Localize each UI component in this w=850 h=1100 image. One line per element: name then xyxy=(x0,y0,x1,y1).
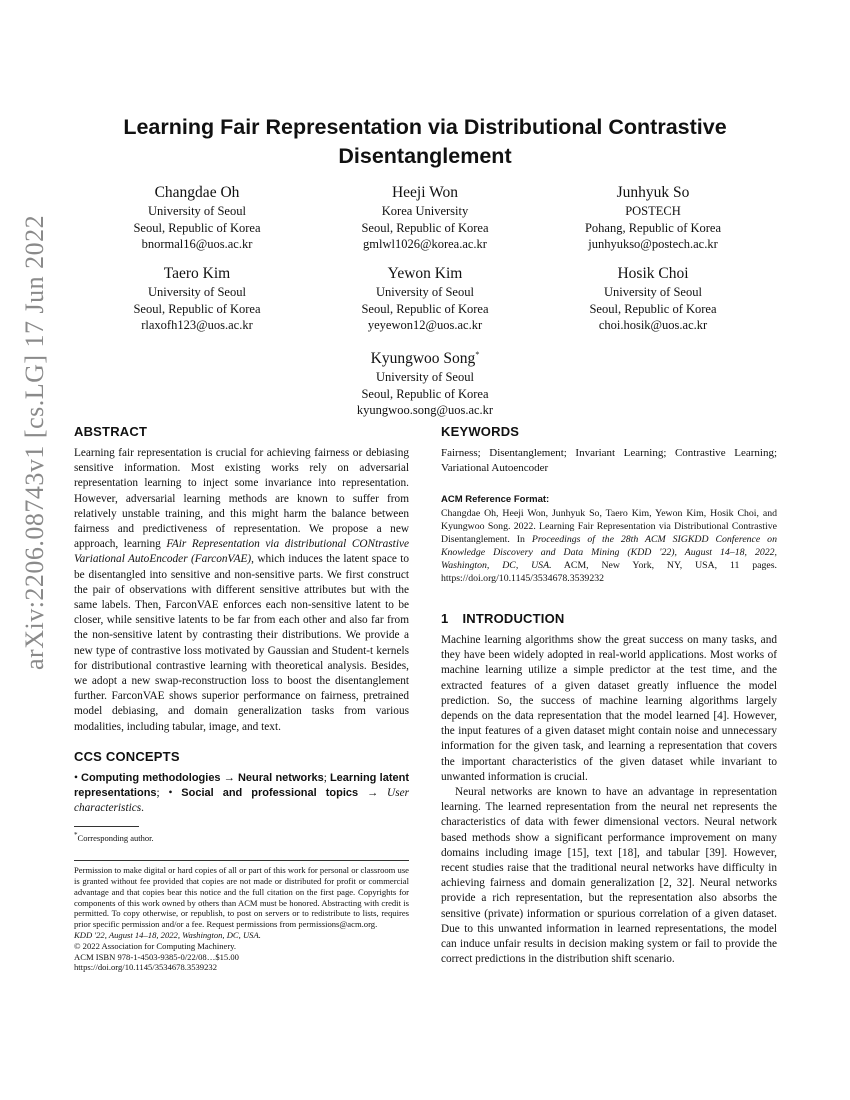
author-affiliation: POSTECH xyxy=(625,204,681,218)
author-name: Heeji Won xyxy=(391,184,459,201)
corresponding-mark: * xyxy=(475,350,480,359)
copyright-line: © 2022 Association for Computing Machinery. xyxy=(74,940,237,951)
acm-ref-text: Changdae Oh, Heeji Won, Junhyuk So, Taero Kim, Yewon Kim, Hosik Choi, and Kyungwoo Song. 2022. Learning Fair Representation via Distributional Contrastive Disentanglement. In Proceedings of the 28th ACM SIGKDD Conference on Knowledge Discovery and Data Mining (KDD '22), August 14–18, 2022, Washington, DC, USA. ACM, New York, NY, USA, 11 pages. https://doi.org/10.1145/3534678.3539232 xyxy=(441,508,777,584)
author-name: Changdae Oh xyxy=(154,184,240,201)
author-email[interactable]: bnormal16@uos.ac.kr xyxy=(141,237,253,251)
keywords-heading: KEYWORDS xyxy=(441,424,520,439)
ccs-heading: CCS CONCEPTS xyxy=(74,748,180,764)
keywords-text: Fairness; Disentanglement; Invariant Learning; Contrastive Learning; Variational Autoencoder xyxy=(441,447,777,474)
author-block xyxy=(310,264,540,334)
intro-paragraph: Machine learning algorithms show the great success on many tasks, and they have been widely adopted in real-world applications. Most works of machine learning utilize a simple predictor at the test time, and the extracted features of a given dataset greatly influence the model prediction. So, the success of machine learning algorithms largely depends on the data representation that the model learned [4]. However, the input features of a given dataset might contain noise and unnecessary information for the given task, and learning a representation that covers the important characteristics of the given dataset while invariant to unwanted information is crucial. xyxy=(441,634,777,783)
author-affiliation: University of Seoul xyxy=(604,285,702,299)
author-email[interactable]: choi.hosik@uos.ac.kr xyxy=(598,318,708,332)
author-name: Junhyuk So xyxy=(616,184,690,201)
isbn-line: ACM ISBN 978-1-4503-9385-0/22/08…$15.00 xyxy=(74,951,239,962)
author-location: Seoul, Republic of Korea xyxy=(589,301,717,316)
arxiv-id: arXiv:2206.08743v1 [cs.LG] 17 Jun 2022 xyxy=(20,214,49,670)
author-name: Taero Kim xyxy=(163,265,231,282)
author-email[interactable]: junhyukso@postech.ac.kr xyxy=(588,237,718,251)
abstract-text: Learning fair representation is crucial for achieving fairness or debiasing sensitive information. Most existing works rely on adversarial representation learning to inject some invariance into representation. However, adversarial learning methods are known to suffer from relatively unstable training, and this might harm the balance between fairness and predictiveness of representation. We propose a new approach, learning FAir Representation via distributional CONtrastive Variational AutoEncoder (FarconVAE), which induces the latent space to be disentangled into sensitive and non-sensitive parts. We first construct the pair of observations with different sensitive attributes but with the same labels. Then, FarconVAE enforces each non-sensitive latent to be closer, while sensitive latents to be far from each other and also far from the non-sensitive latent by contrasting their distributions. We provide a new type of contrastive loss motivated by Gaussian and Student-t kernels for distributional contrastive learning with theoretical analysis. Besides, we adopt a new swap-reconstruction loss to boost the disentanglement further. FarconVAE shows superior performance on fairness, pretrained model debiasing, and domain generalization tasks from various modalities, including tabular, image, and text. xyxy=(74,447,409,733)
author-name: Kyungwoo Song* xyxy=(370,350,480,368)
left-column xyxy=(74,424,409,973)
author-affiliation: University of Seoul xyxy=(376,370,474,385)
footnote: *Corresponding author. xyxy=(74,831,154,844)
acm-ref-heading: ACM Reference Format: xyxy=(441,494,550,505)
conference-line: KDD '22, August 14–18, 2022, Washington, DC, USA. xyxy=(74,930,261,941)
doi-link[interactable]: https://doi.org/10.1145/3534678.3539232 xyxy=(74,962,217,973)
author-location: Seoul, Republic of Korea xyxy=(133,301,261,316)
author-location: Seoul, Republic of Korea xyxy=(361,220,489,235)
author-block xyxy=(82,264,312,334)
author-block xyxy=(538,183,768,253)
author-email[interactable]: kyungwoo.song@uos.ac.kr xyxy=(356,403,494,418)
abstract-heading: ABSTRACT xyxy=(74,424,148,439)
right-column xyxy=(441,424,777,967)
author-affiliation: Korea University xyxy=(381,204,469,218)
footnote-rule xyxy=(74,826,139,827)
author-affiliation: University of Seoul xyxy=(376,285,474,299)
author-location: Pohang, Republic of Korea xyxy=(584,220,722,235)
author-location: Seoul, Republic of Korea xyxy=(361,386,489,401)
author-location: Seoul, Republic of Korea xyxy=(361,301,489,316)
author-block xyxy=(82,183,312,253)
author-email[interactable]: yeyewon12@uos.ac.kr xyxy=(367,318,483,332)
intro-paragraph: Neural networks are known to have an advantage in representation learning. The learned representation from the neural net represents the characteristics of data with fewer dimensional vectors. Neural network based methods show a significant performance improvement on many domains including image [15], text [18], and tabular [39]. However, recent studies raise that the traditional neural networks have difficulty in achieving fairness and domain generalization [2, 32]. Neural networks provide a rich representation, but the representation also absorbs the sensitive (private) information or spurious correlation of a given dataset. Due to this unwanted information in learned representations, the model can induce unfair results in decision making system or fail to provide the correct predictions in the distribution shift scenario. xyxy=(441,786,777,966)
author-affiliation: University of Seoul xyxy=(148,204,246,218)
permission-notice: Permission to make digital or hard copies of all or part of this work for personal or classroom use is granted without fee provided that copies are not made or distributed for profit or commercial advantage and that copies bear this notice and the full citation on the first page. Copyrights for components of this work owned by others than ACM must be honored. Abstracting with credit is permitted. To copy otherwise, or republish, to post on servers or to redistribute to lists, requires prior specific permission and/or a fee. Request permissions from permissions@acm.org. xyxy=(74,865,409,930)
paper-title: Learning Fair Representation via Distributional Contrastive Disentanglement xyxy=(123,115,727,168)
author-name: Hosik Choi xyxy=(617,265,689,282)
author-block xyxy=(538,264,768,334)
author-email[interactable]: rlaxofh123@uos.ac.kr xyxy=(141,318,253,332)
author-block xyxy=(310,183,540,253)
author-location: Seoul, Republic of Korea xyxy=(133,220,261,235)
intro-heading: 1 INTRODUCTION xyxy=(441,611,565,626)
author-affiliation: University of Seoul xyxy=(148,285,246,299)
author-block xyxy=(310,345,540,419)
author-email[interactable]: gmlwl1026@korea.ac.kr xyxy=(363,237,487,251)
author-name: Yewon Kim xyxy=(387,265,463,282)
ccs-concepts: • Computing methodologies → Neural networks; Learning latent representations; • Social and professional topics → User characteristics. xyxy=(74,771,410,815)
permission-rule xyxy=(74,860,409,861)
